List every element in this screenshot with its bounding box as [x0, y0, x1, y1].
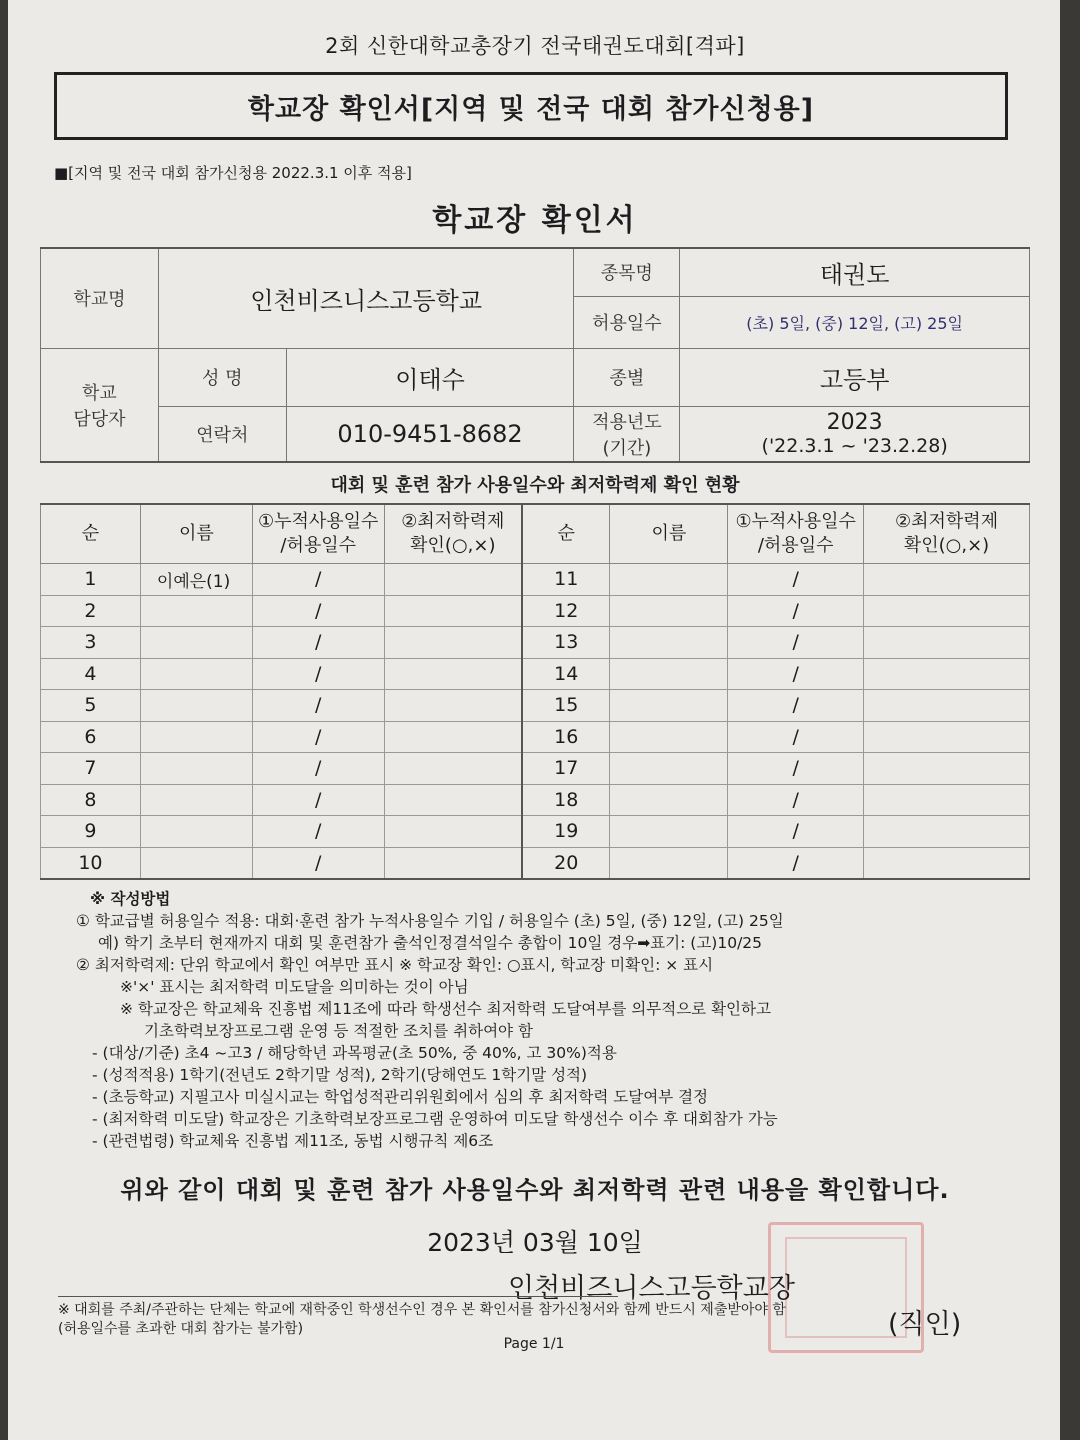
row-name [610, 595, 728, 627]
row-check [864, 721, 1030, 753]
row-name [140, 658, 252, 690]
row-name [140, 721, 252, 753]
col-days-line1: ①누적사용일수 [735, 511, 856, 532]
row-check [384, 784, 522, 816]
col-days-left [252, 504, 384, 564]
instructions-heading: ※ 작성방법 [90, 890, 171, 908]
row-check [384, 753, 522, 785]
division-value: 고등부 [680, 348, 1030, 406]
row-days: / [728, 816, 864, 848]
confirmation-statement: 위와 같이 대회 및 훈련 참가 사용일수와 최저학력 관련 내용을 확인합니다. [120, 1176, 950, 1204]
allowed-days-value: (초) 5일, (중) 12일, (고) 25일 [680, 296, 1030, 348]
row-no: 3 [41, 627, 141, 659]
row-name [140, 690, 252, 722]
footnote-line-1: ※ 대회를 주최/주관하는 단체는 학교에 재학중인 학생선수인 경우 본 확인서를 참가신청서와 함께 반드시 제출받아야 함 [58, 1302, 786, 1318]
year-cell [680, 406, 1030, 462]
row-name [140, 816, 252, 848]
row-name [610, 658, 728, 690]
instruction-line: ① 학교급별 허용일수 적용: 대회·훈련 참가 누적사용일수 기입 / 허용일수 (초) 5일, (중) 12일, (고) 25일 [76, 912, 784, 930]
phone-label: 연락처 [158, 406, 286, 462]
row-no: 14 [522, 658, 610, 690]
year-value: 2023 [826, 410, 883, 436]
row-check [864, 627, 1030, 659]
event-value: 태권도 [680, 248, 1030, 296]
row-days: / [728, 847, 864, 879]
row-no: 10 [41, 847, 141, 879]
row-name [140, 784, 252, 816]
info-table [40, 247, 1030, 463]
row-check [384, 690, 522, 722]
row-days: / [252, 847, 384, 879]
row-name [610, 816, 728, 848]
col-check-line2: 확인(○,×) [903, 535, 990, 556]
row-name [140, 595, 252, 627]
col-name-right: 이름 [610, 504, 728, 564]
row-days: / [252, 690, 384, 722]
school-label: 학교명 [41, 248, 159, 348]
row-name [140, 753, 252, 785]
form-title: 학교장 확인서 [432, 203, 638, 238]
instruction-line: 기초학력보장프로그램 운영 등 적절한 조치를 취하여야 함 [144, 1022, 533, 1040]
contact-person-label [41, 348, 159, 462]
table-row [41, 690, 1030, 722]
period-value: ('22.3.1 ~ '23.2.28) [761, 435, 948, 458]
row-name [610, 564, 728, 596]
row-days: / [728, 627, 864, 659]
year-label [574, 406, 680, 462]
row-check [864, 595, 1030, 627]
row-no: 6 [41, 721, 141, 753]
table-row [41, 816, 1030, 848]
instruction-line: ② 최저학력제: 단위 학교에서 확인 여부만 표시 ※ 학교장 확인: ○표시, 학교장 미확인: × 표시 [76, 956, 714, 974]
row-check [864, 784, 1030, 816]
row-days: / [728, 658, 864, 690]
col-name-left: 이름 [140, 504, 252, 564]
row-days: / [728, 564, 864, 596]
page-number: Page 1/1 [503, 1336, 565, 1352]
col-check-line1: ②최저학력제 [401, 511, 505, 532]
footnote [58, 1296, 978, 1339]
instruction-line: - (관련법령) 학교체육 진흥법 제11조, 동법 시행규칙 제6조 [92, 1132, 494, 1150]
instructions [40, 888, 1030, 1152]
row-no: 15 [522, 690, 610, 722]
row-days: / [252, 816, 384, 848]
instruction-line: ※ 학교장은 학교체육 진흥법 제11조에 따라 학생선수 최저학력 도달여부를 의무적으로 확인하고 [120, 1000, 771, 1018]
table-row [41, 721, 1030, 753]
row-no: 16 [522, 721, 610, 753]
row-no: 13 [522, 627, 610, 659]
row-name [140, 627, 252, 659]
name-value: 이태수 [286, 348, 574, 406]
row-no: 1 [41, 564, 141, 596]
event-label: 종목명 [574, 248, 680, 296]
instruction-line: - (최저학력 미도달) 학교장은 기초학력보장프로그램 운영하여 미도달 학생선수 이수 후 대회참가 가능 [92, 1110, 778, 1128]
row-check [384, 721, 522, 753]
row-no: 2 [41, 595, 141, 627]
row-days: / [728, 690, 864, 722]
table-row [41, 784, 1030, 816]
document-page [8, 0, 1060, 1440]
row-days: / [252, 784, 384, 816]
row-check [384, 595, 522, 627]
footnote-divider [58, 1296, 618, 1297]
row-no: 8 [41, 784, 141, 816]
row-name [610, 753, 728, 785]
col-check-right [864, 504, 1030, 564]
row-days: / [728, 721, 864, 753]
year-label-line2: (기간) [602, 437, 652, 459]
row-check [864, 753, 1030, 785]
row-days: / [252, 564, 384, 596]
row-name [140, 847, 252, 879]
row-days: / [252, 721, 384, 753]
row-name [610, 690, 728, 722]
school-value: 인천비즈니스고등학교 [158, 248, 574, 348]
col-days-line1: ①누적사용일수 [257, 511, 379, 532]
row-check [864, 690, 1030, 722]
year-label-line1: 적용년도 [592, 411, 662, 433]
contact-label-line1: 학교 [82, 382, 117, 404]
row-check [864, 816, 1030, 848]
row-days: / [728, 784, 864, 816]
competition-caption: 2회 신한대학교총장기 전국태권도대회[격파] [325, 34, 745, 58]
table-row [41, 564, 1030, 596]
table-row [41, 658, 1030, 690]
row-no: 5 [41, 690, 141, 722]
row-name [610, 721, 728, 753]
table-row [41, 847, 1030, 879]
allowed-days-label: 허용일수 [574, 296, 680, 348]
row-days: / [252, 658, 384, 690]
row-no: 18 [522, 784, 610, 816]
col-no-left: 순 [41, 504, 141, 564]
row-check [864, 847, 1030, 879]
instruction-line: - (대상/기준) 초4 ~고3 / 해당학년 과목평균(초 50%, 중 40%, 고 30%)적용 [92, 1044, 617, 1062]
row-check [384, 847, 522, 879]
instruction-line: 예) 학기 초부터 현재까지 대회 및 훈련참가 출석인정결석일수 총합이 10일 경우➡표기: (고)10/25 [98, 934, 763, 952]
table-row [41, 753, 1030, 785]
phone-value: 010-9451-8682 [286, 406, 574, 462]
footnote-line-2: (허용일수를 초과한 대회 참가는 불가함) [58, 1321, 304, 1337]
row-no: 4 [41, 658, 141, 690]
row-name: 이예은(1) [140, 564, 252, 596]
row-check [864, 564, 1030, 596]
row-days: / [728, 753, 864, 785]
contact-label-line2: 담당자 [73, 408, 126, 430]
principal-name: 인천비즈니스고등학교장 [508, 1273, 795, 1304]
row-no: 9 [41, 816, 141, 848]
row-no: 7 [41, 753, 141, 785]
instruction-line: - (성적적용) 1학기(전년도 2학기말 성적), 2학기(당해연도 1학기말 성적) [92, 1066, 588, 1084]
row-check [864, 658, 1030, 690]
form-sheet [40, 22, 1030, 1432]
col-days-line2: /허용일수 [280, 535, 357, 556]
roster-section-title: 대회 및 훈련 참가 사용일수와 최저학력제 확인 현황 [330, 475, 740, 496]
row-name [610, 847, 728, 879]
instruction-line: - (초등학교) 지필고사 미실시교는 학업성적관리위원회에서 심의 후 최저학력 도달여부 결정 [92, 1088, 709, 1106]
row-no: 20 [522, 847, 610, 879]
row-check [384, 816, 522, 848]
row-days: / [252, 627, 384, 659]
row-name [610, 627, 728, 659]
col-no-right: 순 [522, 504, 610, 564]
name-label: 성 명 [158, 348, 286, 406]
row-name [610, 784, 728, 816]
row-days: / [252, 753, 384, 785]
row-check [384, 627, 522, 659]
col-days-line2: /허용일수 [757, 535, 834, 556]
col-check-line2: 확인(○,×) [410, 535, 496, 556]
col-check-line1: ②최저학력제 [895, 511, 999, 532]
row-no: 17 [522, 753, 610, 785]
boxed-title: 학교장 확인서[지역 및 전국 대회 참가신청용] [54, 72, 1008, 140]
col-days-right [728, 504, 864, 564]
row-no: 19 [522, 816, 610, 848]
row-check [384, 658, 522, 690]
row-check [384, 564, 522, 596]
row-no: 11 [522, 564, 610, 596]
applicability-note: ■[지역 및 전국 대회 참가신청용 2022.3.1 이후 적용] [54, 164, 412, 182]
seal-label: (직인) [888, 1309, 962, 1340]
row-no: 12 [522, 595, 610, 627]
row-days: / [252, 595, 384, 627]
roster-table [40, 503, 1030, 880]
row-days: / [728, 595, 864, 627]
table-row [41, 627, 1030, 659]
col-check-left [384, 504, 522, 564]
issue-date: 2023년 03월 10일 [427, 1228, 643, 1257]
division-label: 종별 [574, 348, 680, 406]
table-row [41, 595, 1030, 627]
instruction-line: ※'×' 표시는 최저학력 미도달을 의미하는 것이 아님 [120, 978, 469, 996]
